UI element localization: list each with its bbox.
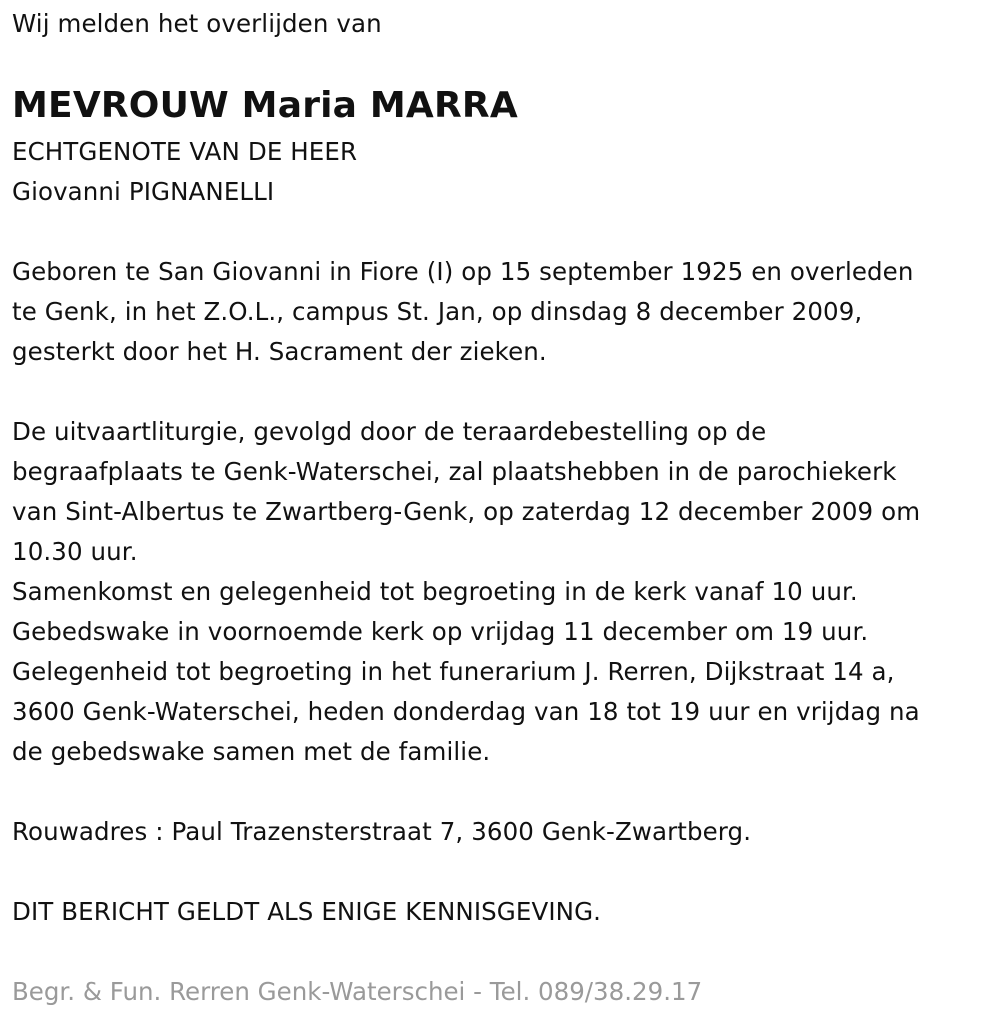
paragraph-line: 10.30 uur. bbox=[12, 537, 138, 566]
spouse-name: Giovanni PIGNANELLI bbox=[12, 177, 275, 206]
mourning-address: Rouwadres : Paul Trazensterstraat 7, 3600 Genk-Zwartberg. bbox=[12, 817, 752, 846]
birth-death-paragraph bbox=[12, 252, 988, 372]
paragraph-line: begraafplaats te Genk-Waterschei, zal plaatshebben in de parochiekerk bbox=[12, 457, 897, 486]
paragraph-line: van Sint-Albertus te Zwartberg-Genk, op zaterdag 12 december 2009 om bbox=[12, 497, 921, 526]
spacer bbox=[12, 932, 988, 972]
funeral-paragraph bbox=[12, 412, 988, 772]
spacer bbox=[12, 372, 988, 412]
funeral-home-footer: Begr. & Fun. Rerren Genk-Waterschei - Tel. 089/38.29.17 bbox=[12, 977, 703, 1006]
spacer bbox=[12, 772, 988, 812]
paragraph-line: 3600 Genk-Waterschei, heden donderdag van 18 tot 19 uur en vrijdag na bbox=[12, 697, 920, 726]
paragraph-line: gesterkt door het H. Sacrament der zieken. bbox=[12, 337, 547, 366]
deceased-name: MEVROUW Maria MARRA bbox=[12, 85, 518, 126]
intro-text: Wij melden het overlijden van bbox=[12, 9, 382, 38]
notice-statement: DIT BERICHT GELDT ALS ENIGE KENNISGEVING. bbox=[12, 897, 602, 926]
paragraph-line: Geboren te San Giovanni in Fiore (I) op 15 september 1925 en overleden bbox=[12, 257, 914, 286]
spacer bbox=[12, 852, 988, 892]
paragraph-line: Gebedswake in voornoemde kerk op vrijdag 11 december om 19 uur. bbox=[12, 617, 869, 646]
paragraph-line: De uitvaartliturgie, gevolgd door de teraardebestelling op de bbox=[12, 417, 767, 446]
spacer bbox=[12, 212, 988, 252]
paragraph-line: Gelegenheid tot begroeting in het funerarium J. Rerren, Dijkstraat 14 a, bbox=[12, 657, 895, 686]
paragraph-line: te Genk, in het Z.O.L., campus St. Jan, op dinsdag 8 december 2009, bbox=[12, 297, 863, 326]
spouse-title: ECHTGENOTE VAN DE HEER bbox=[12, 137, 358, 166]
paragraph-line: de gebedswake samen met de familie. bbox=[12, 737, 491, 766]
paragraph-line: Samenkomst en gelegenheid tot begroeting in de kerk vanaf 10 uur. bbox=[12, 577, 858, 606]
